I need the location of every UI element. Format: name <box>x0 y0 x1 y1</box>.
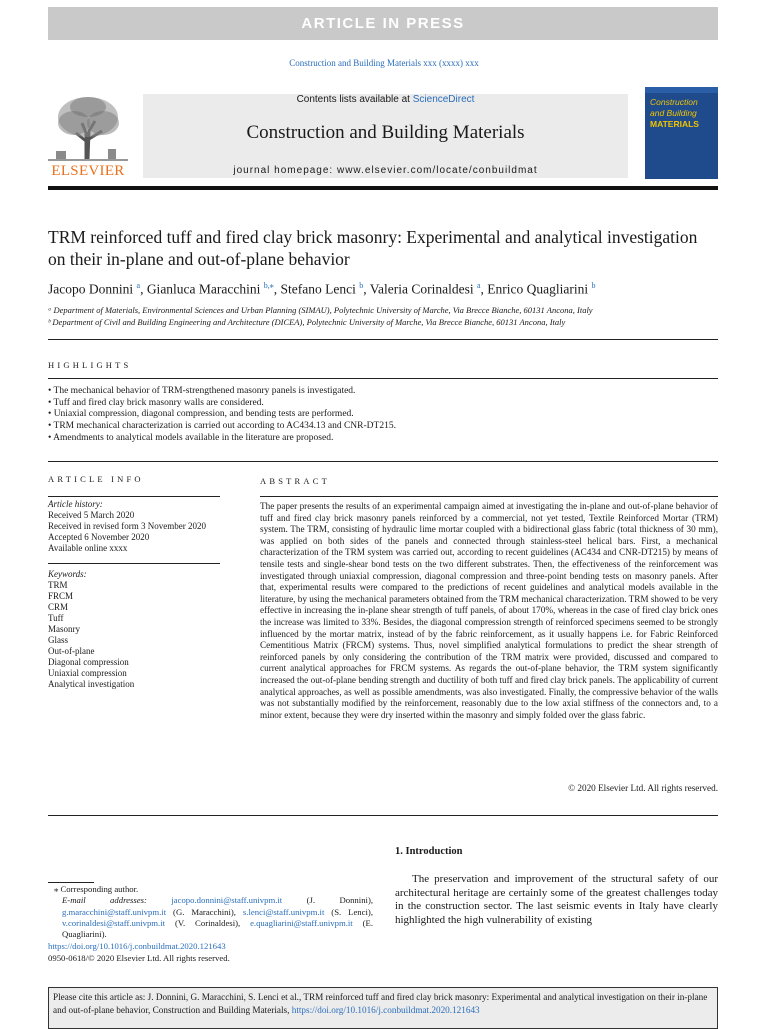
keyword: Masonry <box>48 624 80 634</box>
email-owner: (E. Quagliarini). <box>62 917 373 940</box>
cover-title-line: and Building <box>650 108 697 118</box>
email-addresses <box>48 895 373 940</box>
highlights-list <box>48 386 718 445</box>
author-affiliation-mark[interactable]: b <box>359 281 364 290</box>
history-item: Received 5 March 2020 <box>48 510 135 520</box>
article-title: TRM reinforced tuff and fired clay brick masonry: Experimental and analytical investigation on their in-plane and out-of-plane behavior <box>48 227 698 269</box>
author-affiliation-mark[interactable]: b <box>591 281 596 290</box>
journal-cover-image[interactable] <box>645 87 718 179</box>
affiliation-b: ᵇ Department of Civil and Building Engineering and Architecture (DICEA), Polytechnic University of Marche, Via Brecce Bianche, 60131 Ancona, Italy <box>48 317 566 327</box>
cite-doi-link[interactable]: https://doi.org/10.1016/j.conbuildmat.2020.121643 <box>291 1005 480 1015</box>
author-name[interactable]: Stefano Lenci <box>280 281 356 297</box>
keyword: Uniaxial compression <box>48 668 127 678</box>
email-label: E-mail addresses: <box>62 895 147 906</box>
keywords <box>48 569 220 690</box>
contents-prefix: Contents lists available at <box>296 94 413 105</box>
email-link[interactable]: g.maracchini@staff.univpm.it <box>62 906 167 917</box>
email-owner: (S. Lenci), <box>324 906 373 917</box>
email-owner: (G. Maracchini), <box>166 906 243 917</box>
issn-line: 0950-0618/© 2020 Elsevier Ltd. All rights reserved. <box>48 953 230 963</box>
email-link[interactable]: jacopo.donnini@staff.univpm.it <box>171 895 283 906</box>
article-info-heading: ARTICLE INFO <box>48 474 144 484</box>
journal-name: Construction and Building Materials <box>246 122 525 143</box>
cover-title <box>650 97 716 130</box>
journal-header-box <box>143 94 628 178</box>
keyword: Tuff <box>48 613 64 623</box>
cover-title-line-bold: MATERIALS <box>650 119 699 129</box>
email-link[interactable]: e.quagliarini@staff.univpm.it <box>250 917 353 928</box>
cite-this-article-box <box>48 987 718 1029</box>
cover-title-line: Construction <box>650 97 698 107</box>
history-label: Article history: <box>48 499 103 509</box>
email-link[interactable]: s.lenci@staff.univpm.it <box>242 906 325 917</box>
author-list: Jacopo Donnini $^a$, Gianluca Maracchini $^{b,⁎}$, Stefano Lenci $^b$, Valeria Corinaldesi $^a$, Enrico Quagliarini $^b$ <box>48 281 596 297</box>
section-rule <box>48 339 718 340</box>
keyword: CRM <box>48 602 69 612</box>
author-name[interactable]: Jacopo Donnini <box>48 281 134 297</box>
keyword: FRCM <box>48 591 74 601</box>
cover-top-bar <box>645 87 718 93</box>
elsevier-wordmark: ELSEVIER <box>51 163 125 179</box>
highlight-item: • Tuff and fired clay brick masonry walls are considered. <box>48 397 264 408</box>
contents-line <box>143 94 628 106</box>
introduction-text: The preservation and improvement of the structural safety of our architectural heritage are certainly some of the greatest challenges today in the construction sector. The last seismic events in Italy have clearly highlighted the high vulnerability of existing <box>395 873 718 926</box>
abstract-rule <box>260 496 718 497</box>
keyword: Out-of-plane <box>48 646 95 656</box>
copyright: © 2020 Elsevier Ltd. All rights reserved. <box>568 783 718 793</box>
doi-link[interactable]: https://doi.org/10.1016/j.conbuildmat.2020.121643 <box>48 941 226 951</box>
header-rule <box>48 186 718 190</box>
journal-homepage[interactable]: journal homepage: www.elsevier.com/locate/conbuildmat <box>233 165 538 176</box>
abstract-text: The paper presents the results of an experimental campaign aimed at investigating the in-plane and out-of-plane behavior of tuff and fired clay brick masonry panels reinforced by a commercial, not yet tested, Textile Reinforced Mortar (TRM) system. The TRM, consisting of hydraulic lime mortar coupled with a bidirectional glass fabric (total thickness of 30 mm), was applied on both sides of the panels and connected through stainless-steel helical bars. First, a mechanical characterization of the TRM system was carried out, according to recent guidelines (AC434 and CNR-DT215) by means of tensile tests and single-shear bond tests on the two different substrates. Then, the effectiveness of the reinforcement was investigated through uniaxial compression, diagonal compression and three-point bending tests on masonry panels. After that, experimental results were compared to the predictions of recent guidelines and analytical models available in the literature, by using the mechanical parameters obtained from the TRM mechanical characterization. TRM showed to be very effective in increasing the in-plane shear strength of tuff panels, of about 170%, whereas in the case of fired clay brick ones the increase was limited to 33%. Besides, the diagonal compression strength of reinforced specimens seemed to be strongly influenced by the mortar matrix, instead of by the fabric reinforcement, as it usually happens i.e. for Fabric Reinforced Cementitious Matrix (FRCM) systems. Thus, novel simplified analytical formulations to predict the shear strength of reinforced panels by only considering the contribution of the TRM matrix were provided, discussed and compared to current analytical approaches for FRCM systems. As regards the out-of-plane behavior, the TRM system significantly increased the out-of-plane bending strength and ductility of both tuff and fired clay brick panels. The applicability of current analytical approaches, as well as possible amendments, was also investigated. Finally, the compressive behavior of the walls was not substantially modified by the reinforcement, reasonably due to the low axial stiffness of the connectors and, to a minor extent, because they were dry inserted within the masonry and simply folded over the glass fabric. <box>260 501 718 720</box>
email-owner: (V. Corinaldesi), <box>165 917 251 928</box>
history-item: Accepted 6 November 2020 <box>48 532 150 542</box>
keyword: Analytical investigation <box>48 679 135 689</box>
info-rule <box>48 563 220 564</box>
article-history <box>48 499 220 554</box>
footnote-rule <box>48 882 94 883</box>
highlights-heading: HIGHLIGHTS <box>48 360 132 370</box>
history-item: Received in revised form 3 November 2020 <box>48 521 206 531</box>
keyword: TRM <box>48 580 68 590</box>
sciencedirect-link[interactable]: ScienceDirect <box>412 94 475 105</box>
section-rule <box>48 815 718 816</box>
footnote <box>48 884 373 940</box>
author-affiliation-mark[interactable]: b,⁎ <box>263 281 274 290</box>
journal-reference-link[interactable]: Construction and Building Materials xxx (xxxx) xxx <box>289 58 479 68</box>
author-name[interactable]: Gianluca Maracchini <box>146 281 261 297</box>
author-name[interactable]: Valeria Corinaldesi <box>369 281 474 297</box>
highlight-item: • TRM mechanical characterization is carried out according to AC434.13 and CNR-DT215. <box>48 421 396 432</box>
info-rule <box>48 496 220 497</box>
keyword: Diagonal compression <box>48 657 129 667</box>
section-rule <box>48 461 718 462</box>
highlight-item: • Amendments to analytical models available in the literature are proposed. <box>48 432 334 443</box>
email-owner: (J. Donnini), <box>282 895 374 906</box>
article-in-press-banner: ARTICLE IN PRESS <box>48 7 718 40</box>
introduction-heading: 1. Introduction <box>395 846 463 857</box>
author-name[interactable]: Enrico Quagliarini <box>487 281 589 297</box>
keywords-label: Keywords: <box>48 569 87 579</box>
affiliation-a: ᵃ Department of Materials, Environmental Sciences and Urban Planning (SIMAU), Polytechnic University of Marche, Via Brecce Bianche, 60131 Ancona, Italy <box>48 305 593 315</box>
highlight-item: • Uniaxial compression, diagonal compression, and bending tests are performed. <box>48 409 354 420</box>
keyword: Glass <box>48 635 68 645</box>
corresponding-author-note: ⁎ Corresponding author. <box>54 884 139 894</box>
section-rule <box>48 378 718 379</box>
history-item: Available online xxxx <box>48 543 128 553</box>
highlight-item: • The mechanical behavior of TRM-strengthened masonry panels is investigated. <box>48 386 356 396</box>
cite-text: Please cite this article as: J. Donnini, G. Maracchini, S. Lenci et al., TRM reinforced tuff and fired clay brick masonry: Experimental and analytical investigation on their in-plane and out-of-plane behavior, Construction and Building Materials, <box>53 992 708 1015</box>
author-affiliation-mark[interactable]: a <box>476 281 481 290</box>
author-affiliation-mark[interactable]: a <box>136 281 141 290</box>
abstract-heading: ABSTRACT <box>260 476 330 486</box>
email-link[interactable]: v.corinaldesi@staff.univpm.it <box>62 917 166 928</box>
